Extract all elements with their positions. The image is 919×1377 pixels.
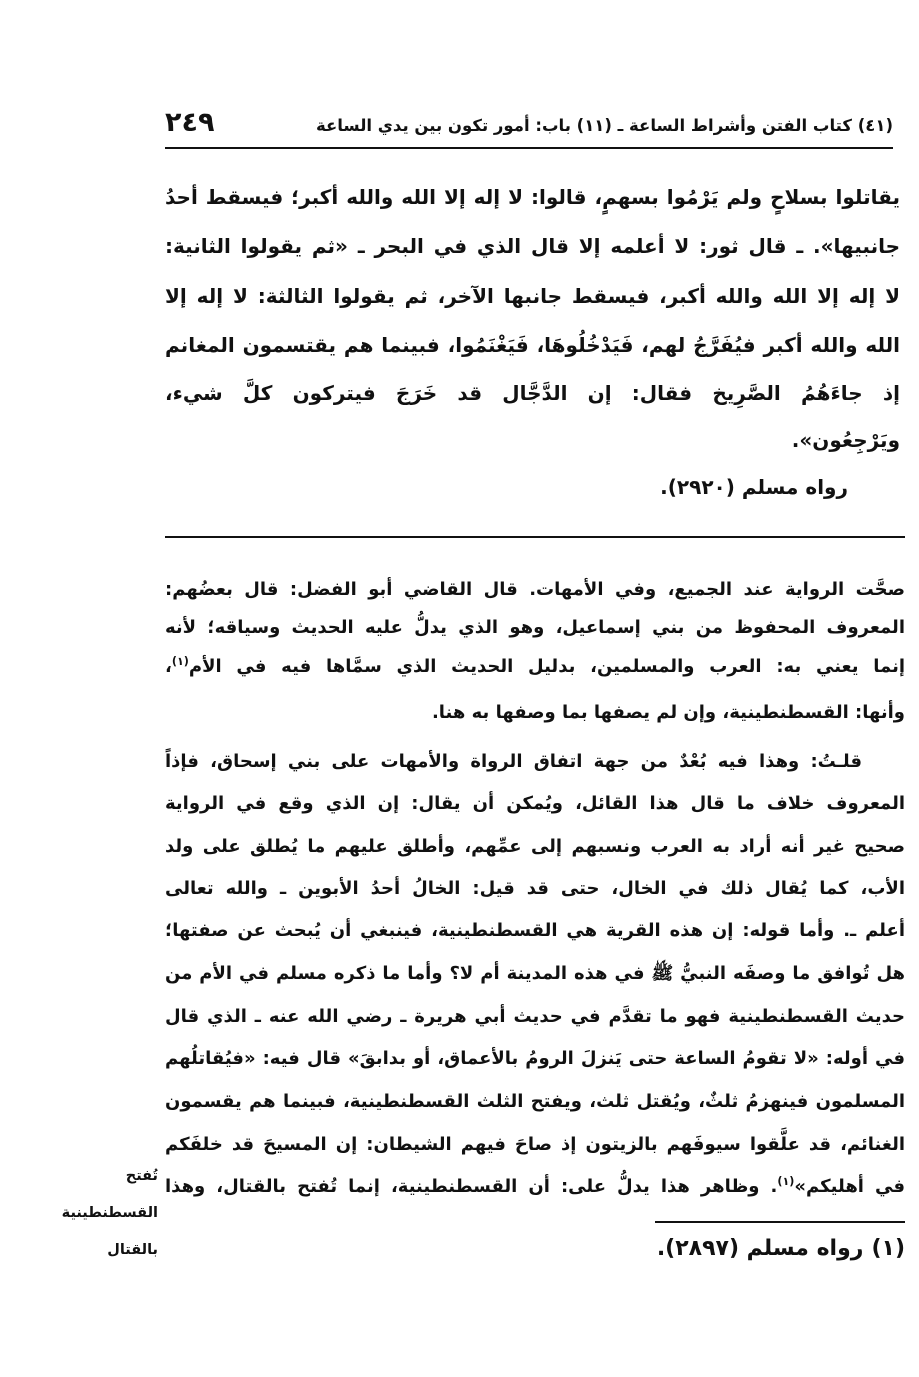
commentary-text: ، <box>165 656 172 677</box>
main-text-line: ويَرْجِعُون». <box>791 428 900 452</box>
main-text-line: يقاتلوا بسلاحٍ ولم يَرْمُوا بسهمٍ، قالوا: لا إله إلا الله والله أكبر؛ فيسقط أحدُ <box>165 185 900 209</box>
margin-note-line: القسطنطينية <box>61 1205 158 1221</box>
running-header-title: (٤١) كتاب الفتن وأشراط الساعة ـ (١١) باب: أمور تكون بين يدي الساعة <box>315 116 893 135</box>
commentary-line: صحيح غير أنه أراد به العرب ونسبهم إلى عمِّهم، وأطلق عليهم ما يُطلق على ولد <box>165 836 905 857</box>
commentary-line: صحَّت الرواية عند الجميع، وفي الأمهات. قال القاضي أبو الفضل: قال بعضُهم: <box>165 579 905 600</box>
text-commentary-divider <box>165 536 905 538</box>
main-text-line: الله والله أكبر فيُفَرَّجُ لهم، فَيَدْخُلُوهَا، فَيَغْنَمُوا، فبينما هم يقتسمون المغانم <box>165 333 900 357</box>
margin-note <box>58 1158 158 1269</box>
commentary-line: في أوله: «لا تقومُ الساعة حتى يَنزلَ الرومُ بالأعماق، أو بدابقَ» قال فيه: «فيُقاتلُهم <box>165 1048 905 1069</box>
commentary-line: المعروف المحفوظ من بني إسماعيل، وهو الذي يدلُّ عليه الحديث وسياقه؛ لأنه <box>165 617 905 638</box>
main-text-line: إذ جاءَهُمُ الصَّرِيخ فقال: إن الدَّجَّال قد خَرَجَ فيتركون كلَّ شيء، <box>165 381 900 405</box>
commentary-text: إنما يعني به: العرب والمسلمين، بدليل الحديث الذي سمَّاها فيه في الأم <box>188 656 905 677</box>
commentary-line: الأب، كما يُقال ذلك في الخال، حتى قد قيل: الخالُ أحدُ الأبوين ـ والله تعالى <box>165 878 905 899</box>
footnote-reference: (١) <box>171 655 189 668</box>
footnote <box>400 1232 905 1266</box>
commentary-text: . وظاهر هذا يدلُّ على: أن القسطنطينية، إنما تُفتح بالقتال، وهذا <box>165 1176 778 1197</box>
margin-note-line: بالقتال <box>107 1242 158 1258</box>
commentary-line <box>165 646 905 688</box>
commentary-line: الغنائم، قد علَّقوا سيوفَهم بالزيتون إذ صاحَ فيهم الشيطان: إن المسيحَ قد خلفَكم <box>165 1134 905 1155</box>
commentary-line: قلـتُ: وهذا فيه بُعْدٌ من جهة اتفاق الرواة والأمهات على بني إسحاق، فإذاً <box>165 751 862 772</box>
footnote-marker: (١) <box>871 1236 905 1261</box>
commentary-line: المسلمون فينهزمُ ثلثٌ، ويُقتل ثلث، ويفتح الثلث القسطنطينية، فبينما هم يقسمون <box>165 1091 905 1112</box>
page-number: ٢٤٩ <box>165 107 215 138</box>
commentary-line: حديث القسطنطينية فهو ما تقدَّم في حديث أبي هريرة ـ رضي الله عنه ـ الذي قال <box>165 1006 905 1027</box>
commentary-line: وأنها: القسطنطينية، وإن لم يصفها بما وصفها به هنا. <box>431 702 905 723</box>
main-text-line: جانبيها». ـ قال ثور: لا أعلمه إلا قال الذي في البحر ـ «ثم يقولوا الثانية: <box>165 234 900 258</box>
main-text-line: لا إله إلا الله والله أكبر، فيسقط جانبها الآخر، ثم يقولوا الثالثة: لا إله إلا <box>165 284 900 308</box>
commentary-line <box>165 1166 905 1208</box>
commentary-text: في أهليكم» <box>794 1176 905 1197</box>
commentary-line: هل تُوافق ما وصفَه النبيُّ ﷺ في هذه المدينة أم لا؟ وأما ما ذكره مسلم في الأم من <box>165 963 905 984</box>
footnote-divider <box>655 1221 905 1223</box>
header-rule <box>165 147 893 149</box>
margin-note-line: تُفتح <box>125 1168 158 1184</box>
footnote-reference: (١) <box>777 1175 795 1188</box>
commentary-line: المعروف خلاف ما قال هذا القائل، ويُمكن أن يقال: إن الذي وقع في الرواية <box>165 793 905 814</box>
footnote-text: رواه مسلم (٢٨٩٧). <box>656 1236 864 1261</box>
commentary-line: أعلم ـ. وأما قوله: إن هذه القرية هي القسطنطينية، فينبغي أن يُبحث عن صفتها؛ <box>165 920 905 941</box>
hadith-citation: رواه مسلم (٢٩٢٠). <box>660 475 848 499</box>
